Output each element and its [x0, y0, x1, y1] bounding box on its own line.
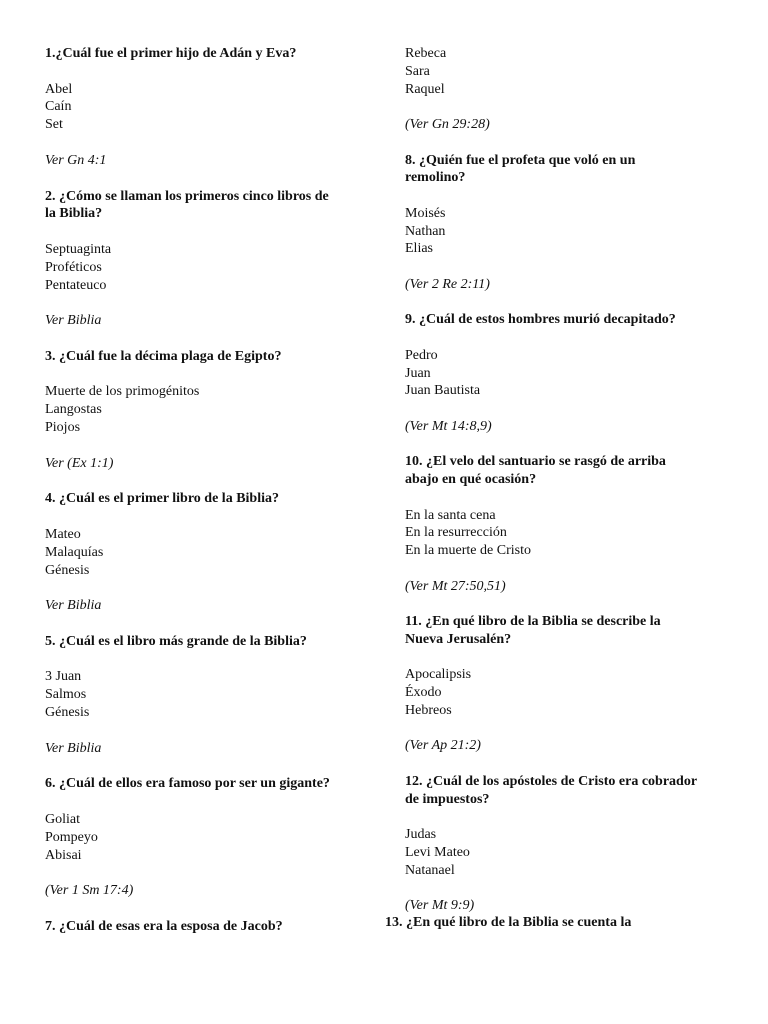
question-5-option: Salmos [45, 687, 87, 703]
question-7 [45, 918, 330, 936]
question-9-option: Pedro [405, 347, 438, 363]
question-3-text: 3. ¿Cuál fue la décima plaga de Egipto? [45, 348, 282, 364]
right-column [405, 45, 697, 915]
question-6-reference: (Ver 1 Sm 17:4) [45, 883, 134, 899]
question-1-option: Caín [45, 99, 72, 115]
question-7-option: Raquel [405, 81, 445, 97]
question-11-option: Hebreos [405, 702, 452, 718]
question-3-option: Muerte de los primogénitos [45, 384, 200, 400]
question-4 [45, 490, 330, 633]
question-2-reference: Ver Biblia [45, 313, 102, 329]
question-8 [405, 152, 697, 312]
question-5 [45, 633, 330, 776]
question-8-reference: (Ver 2 Re 2:11) [405, 276, 490, 292]
question-1-option: Set [45, 117, 63, 133]
left-column [45, 45, 330, 936]
question-12-text: de impuestos? [405, 791, 490, 807]
question-2-text: 2. ¿Cómo se llaman los primeros cinco libros de [45, 188, 329, 204]
question-9-option: Juan Bautista [405, 383, 481, 399]
question-11-text: Nueva Jerusalén? [405, 631, 512, 647]
question-6-text: 6. ¿Cuál de ellos era famoso por ser un gigante? [45, 776, 330, 792]
question-1-text: 1.¿Cuál fue el primer hijo de Adán y Eva? [45, 46, 297, 61]
question-8-option: Elias [405, 241, 433, 257]
question-8-option: Moisés [405, 205, 446, 221]
question-12-option: Levi Mateo [405, 844, 470, 860]
question-3-option: Langostas [45, 402, 102, 418]
question-10-option: En la santa cena [405, 507, 496, 523]
question-10-option: En la muerte de Cristo [405, 543, 531, 558]
question-2-option: Proféticos [45, 259, 102, 275]
question-7-continued [405, 45, 697, 152]
question-1-option: Abel [45, 81, 73, 97]
question-5-option: Génesis [45, 705, 90, 721]
question-7-reference: (Ver Gn 29:28) [405, 117, 490, 132]
question-2-text: la Biblia? [45, 206, 103, 222]
question-12 [405, 773, 697, 915]
question-3-option: Piojos [45, 420, 81, 436]
question-12-text: 12. ¿Cuál de los apóstoles de Cristo era cobrador [405, 773, 698, 789]
question-2-option: Pentateuco [45, 277, 107, 293]
question-5-option: 3 Juan [45, 669, 82, 685]
question-3 [45, 348, 330, 491]
question-11-text: 11. ¿En qué libro de la Biblia se describe la [405, 614, 661, 629]
question-12-option: Judas [405, 827, 437, 842]
question-9-reference: (Ver Mt 14:8,9) [405, 418, 492, 434]
question-1-reference: Ver Gn 4:1 [45, 152, 107, 168]
question-13-text: 13. ¿En qué libro de la Biblia se cuenta la [385, 915, 632, 930]
question-11-reference: (Ver Ap 21:2) [405, 738, 481, 754]
question-11-option: Éxodo [405, 685, 442, 700]
question-8-text: 8. ¿Quién fue el profeta que voló en un [405, 152, 636, 168]
question-6-option: Abisai [45, 847, 82, 863]
question-2 [45, 188, 330, 348]
question-6-option: Goliat [45, 811, 80, 827]
question-7-text: 7. ¿Cuál de esas era la esposa de Jacob? [45, 918, 283, 934]
question-10-reference: (Ver Mt 27:50,51) [405, 578, 506, 594]
question-1 [45, 45, 330, 188]
question-8-option: Nathan [405, 223, 446, 239]
question-2-option: Septuaginta [45, 241, 112, 257]
question-12-option: Natanael [405, 862, 455, 878]
question-12-reference: (Ver Mt 9:9) [405, 898, 475, 913]
question-7-option: Sara [405, 63, 430, 79]
question-4-option: Malaquías [45, 544, 104, 560]
question-9 [405, 311, 697, 453]
question-7-option: Rebeca [405, 46, 447, 61]
question-8-text: remolino? [405, 170, 466, 186]
question-4-option: Mateo [45, 526, 81, 542]
question-3-reference: Ver (Ex 1:1) [45, 455, 114, 471]
question-10-text: abajo en qué ocasión? [405, 472, 537, 487]
question-4-text: 4. ¿Cuál es el primer libro de la Biblia? [45, 491, 279, 507]
question-6-option: Pompeyo [45, 829, 98, 845]
question-10-text: 10. ¿El velo del santuario se rasgó de arriba [405, 454, 666, 470]
question-9-text: 9. ¿Cuál de estos hombres murió decapitado? [405, 312, 676, 328]
question-5-reference: Ver Biblia [45, 740, 102, 756]
question-6 [45, 775, 330, 918]
question-10 [405, 453, 697, 613]
question-9-option: Juan [405, 365, 431, 381]
question-5-text: 5. ¿Cuál es el libro más grande de la Biblia? [45, 633, 307, 649]
question-4-option: Génesis [45, 562, 90, 578]
question-11 [405, 613, 697, 773]
question-10-option: En la resurrección [405, 525, 507, 541]
question-4-reference: Ver Biblia [45, 598, 102, 614]
question-11-option: Apocalipsis [405, 667, 472, 683]
